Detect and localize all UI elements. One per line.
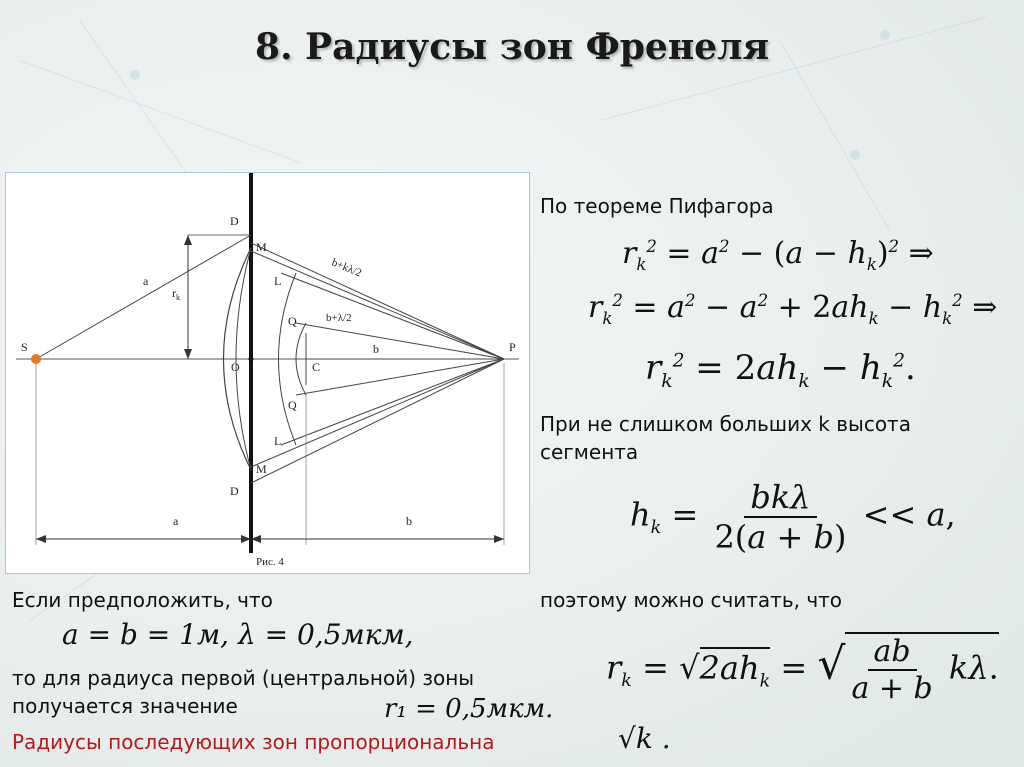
label-b-mid: b — [373, 342, 379, 356]
background-decoration — [779, 40, 890, 231]
label-a-bottom: a — [173, 514, 179, 528]
label-rk: $r_k$ — [172, 286, 180, 302]
therefore-label: поэтому можно считать, что — [540, 588, 843, 612]
assumption-formula: a = b = 1м, λ = 0,5мкм, — [62, 618, 414, 651]
label-D-top: D — [230, 214, 239, 228]
height-note: При не слишком больших k высота сегмента — [540, 412, 911, 464]
result-formula: r₁ = 0,5мкм. — [384, 694, 554, 724]
slide-title: 8. Радиусы зон Френеля — [254, 26, 770, 68]
label-Q-bottom: Q — [288, 398, 297, 412]
label-P: P — [509, 340, 516, 354]
label-O: O — [231, 360, 240, 374]
assumption-label: Если предположить, что — [12, 588, 273, 612]
label-M-bottom: M — [256, 462, 267, 476]
background-decoration — [130, 70, 140, 80]
label-C: C — [312, 360, 321, 374]
proportional-label: Радиусы последующих зон пропорциональна — [12, 730, 495, 754]
source-point — [31, 354, 41, 364]
background-decoration — [850, 150, 860, 160]
label-D-bottom: D — [230, 484, 239, 498]
label-L-top: L — [274, 274, 282, 288]
pythagoras-label: По теореме Пифагора — [540, 194, 774, 218]
formula-hk: $h_k$ = $\frac{\text{bkλ}}{2(a + b)}$ << a, — [630, 478, 956, 556]
label-b-lambda: b+λ/2 — [326, 312, 352, 324]
label-b-klambda: b+kλ/2 — [329, 256, 364, 280]
formula-rk: $r_k = √2ah_k$ = √ $\frac{ab}{a + b}$ kλ. — [606, 634, 999, 706]
label-b-bottom: b — [406, 514, 412, 528]
formula-rk-squared-1: $r_k^2 = a^2 - (a - h_k)^2$ ⇒ — [622, 236, 934, 274]
label-S: S — [21, 340, 28, 354]
label-L-bottom: L — [274, 434, 282, 448]
label-a-upper: a — [143, 274, 149, 288]
proportional-formula: √k . — [618, 722, 671, 755]
label-M-top: M — [256, 240, 267, 254]
formula-rk-squared-2: $r_k^2 = a^2 - a^2 + 2ah_k - h_k^2$ ⇒ — [588, 290, 998, 328]
label-Q-top: Q — [288, 314, 297, 328]
figure-caption: Рис. 4 — [256, 556, 284, 568]
background-decoration — [20, 60, 302, 164]
fresnel-zone-diagram — [5, 172, 530, 574]
formula-rk-squared-3: $r_k^2 = 2ah_k - h_k^2$. — [645, 348, 916, 392]
result-label: то для радиуса первой (центральной) зоны получается значение — [12, 666, 475, 718]
